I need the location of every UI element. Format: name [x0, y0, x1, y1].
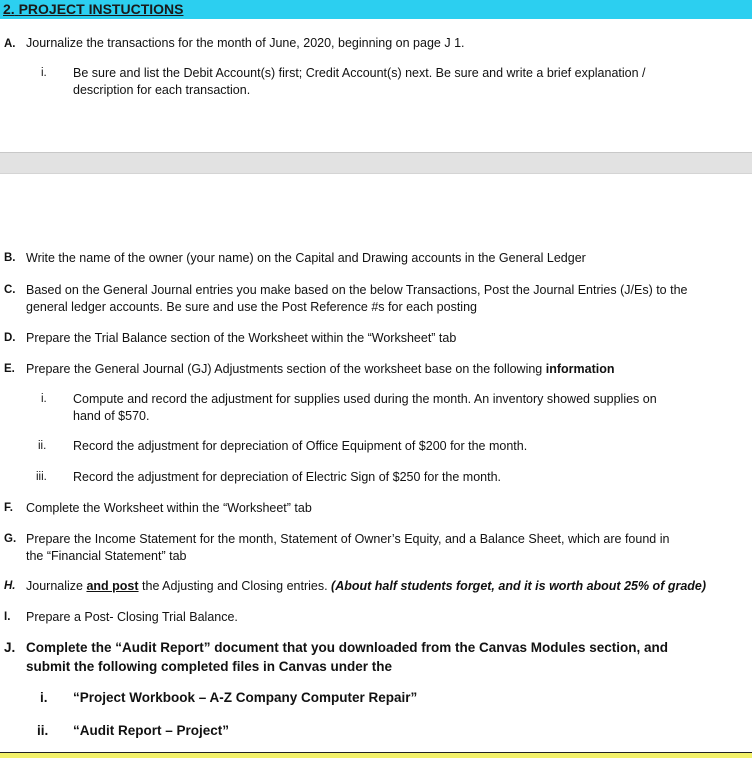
- item-e-sub-iii-numeral: iii.: [36, 471, 47, 483]
- item-c-letter: C.: [4, 284, 16, 296]
- item-f-text: Complete the Worksheet within the “Worksheet” tab: [26, 501, 312, 515]
- item-a: [4, 34, 16, 53]
- item-h-text-a: Journalize: [26, 579, 87, 593]
- item-j-line1: Complete the “Audit Report” document that you downloaded from the Canvas Modules section, and: [26, 640, 669, 655]
- item-j-sub-ii-text: “Audit Report – Project”: [73, 723, 230, 738]
- item-c-line2: general ledger accounts. Be sure and use the Post Reference #s for each posting: [26, 300, 477, 314]
- item-j-letter: J.: [4, 640, 16, 655]
- item-e-text: [26, 360, 614, 378]
- item-b-letter: B.: [4, 252, 16, 264]
- item-h-text: [26, 577, 706, 595]
- page-divider-band: [0, 152, 752, 174]
- section-number: 2.: [3, 1, 15, 17]
- item-e-sub-ii-numeral: ii.: [38, 440, 47, 452]
- item-e-text-bold: information: [545, 362, 615, 376]
- item-d-text: Prepare the Trial Balance section of the Worksheet within the “Worksheet” tab: [26, 331, 457, 345]
- section-title: PROJECT INSTUCTIONS: [18, 1, 184, 17]
- item-i-letter: I.: [4, 611, 11, 623]
- item-e-sub-ii-text: Record the adjustment for depreciation of Office Equipment of $200 for the month.: [73, 439, 528, 453]
- item-e-text-main: Prepare the General Journal (GJ) Adjustments section of the worksheet base on the following: [26, 362, 546, 376]
- item-h-text-note: (About half students forget, and it is worth about 25% of grade): [331, 579, 707, 593]
- item-a-sub-i-numeral: i.: [41, 67, 47, 79]
- bottom-highlight-bar: [0, 752, 752, 758]
- item-f-letter: F.: [4, 502, 13, 514]
- item-j-sub-i-numeral: i.: [40, 690, 48, 705]
- item-b-text: Write the name of the owner (your name) on the Capital and Drawing accounts in the General Ledger: [26, 251, 586, 265]
- item-e-sub-i-numeral: i.: [41, 393, 47, 405]
- item-e-letter: E.: [4, 363, 15, 375]
- item-i-text: Prepare a Post- Closing Trial Balance.: [26, 610, 238, 624]
- item-h-letter: H.: [4, 580, 16, 592]
- item-j-sub-ii-numeral: ii.: [37, 723, 49, 738]
- item-g-letter: G.: [4, 533, 17, 545]
- item-j-sub-i-text: “Project Workbook – A-Z Company Computer Repair”: [73, 690, 418, 705]
- item-a-letter: A.: [4, 38, 16, 50]
- item-j-line2: submit the following completed files in Canvas under the: [26, 659, 393, 674]
- item-e-sub-i-line2: hand of $570.: [73, 409, 150, 423]
- item-d-letter: D.: [4, 332, 16, 344]
- section-heading: [3, 1, 183, 17]
- item-a-text: Journalize the transactions for the month of June, 2020, beginning on page J 1.: [26, 36, 465, 50]
- item-c-line1: Based on the General Journal entries you make based on the below Transactions, Post the Journal Entries (J/Es) to the: [26, 283, 688, 297]
- item-h-text-and-post: and post: [86, 579, 139, 593]
- item-h-text-c: the Adjusting and Closing entries.: [138, 579, 332, 593]
- item-a-sub-i-line1: Be sure and list the Debit Account(s) first; Credit Account(s) next. Be sure and write a brief explanation /: [73, 66, 646, 80]
- item-a-sub-i-line2: description for each transaction.: [73, 83, 251, 97]
- item-e-sub-i-line1: Compute and record the adjustment for supplies used during the month. An inventory showed supplies on: [73, 392, 657, 406]
- item-g-line2: the “Financial Statement” tab: [26, 549, 187, 563]
- item-e-sub-iii-text: Record the adjustment for depreciation of Electric Sign of $250 for the month.: [73, 470, 502, 484]
- item-g-line1: Prepare the Income Statement for the month, Statement of Owner’s Equity, and a Balance Sheet, which are found in: [26, 532, 670, 546]
